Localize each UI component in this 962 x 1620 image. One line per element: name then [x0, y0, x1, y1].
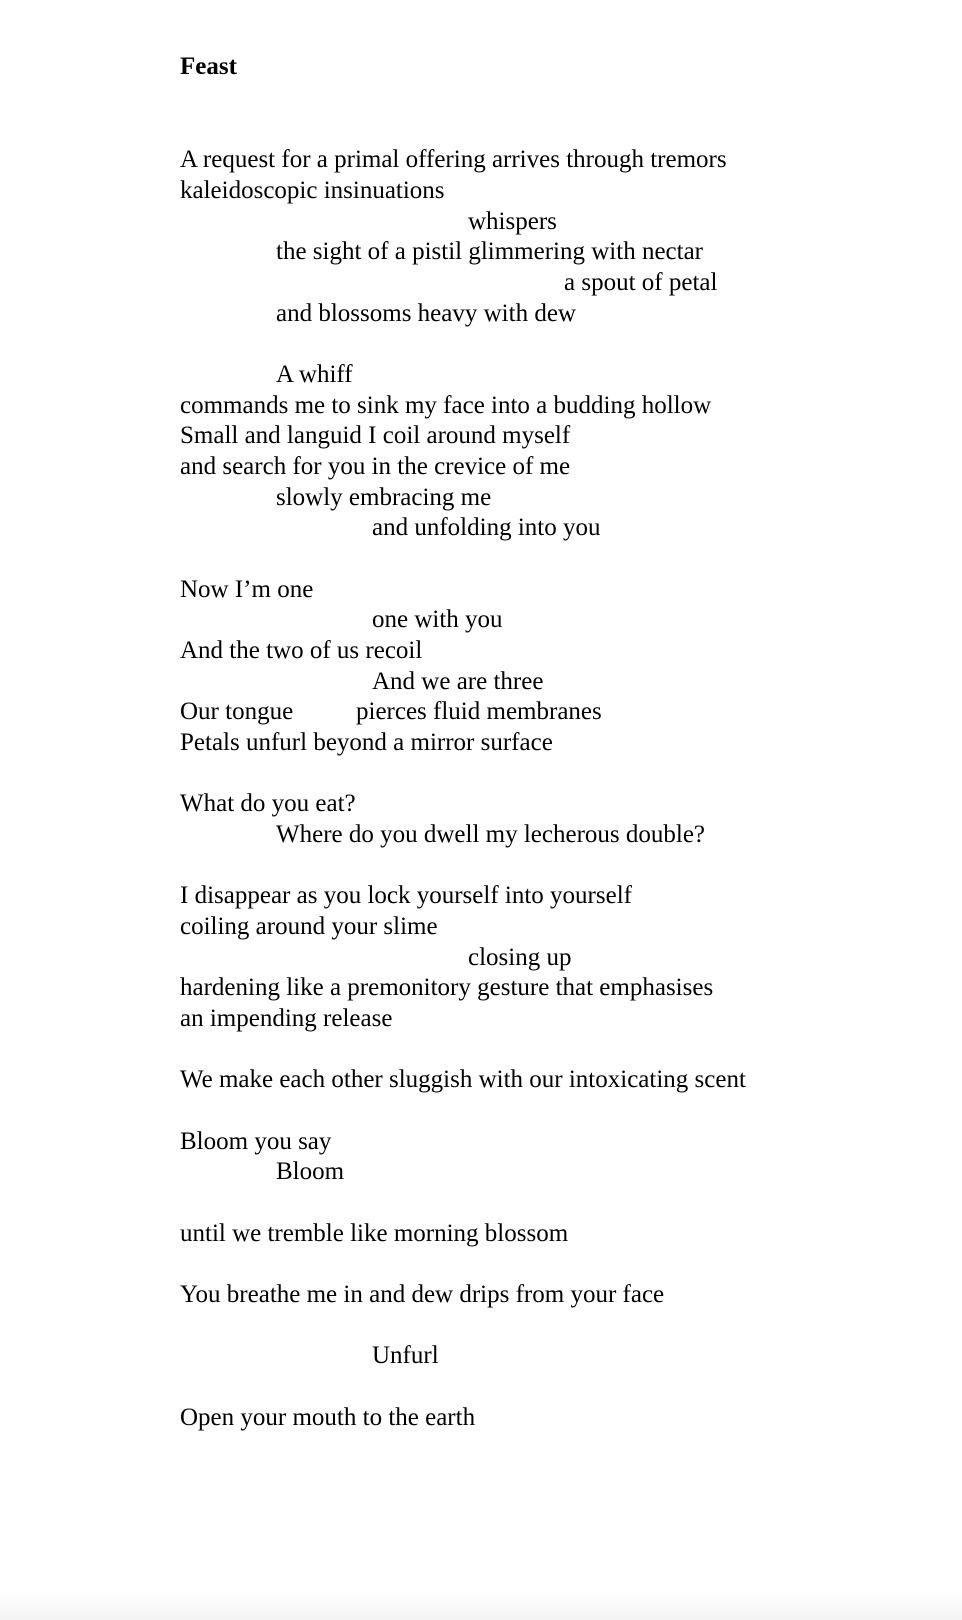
poem-line: Bloom you say	[180, 1128, 332, 1155]
poem-line: hardening like a premonitory gesture that emphasises	[180, 974, 714, 1001]
poem-line: whispers	[468, 208, 557, 235]
poem-line: Where do you dwell my lecherous double?	[276, 821, 706, 848]
poem-line: A request for a primal offering arrives through tremors	[180, 146, 727, 173]
poem-line: Unfurl	[372, 1342, 439, 1369]
poem-line: an impending release	[180, 1005, 393, 1032]
poem-line: a spout of petal	[564, 269, 718, 296]
poem-line: Now I’m one	[180, 576, 314, 603]
poem-line: slowly embracing me	[276, 484, 492, 511]
poem-line: commands me to sink my face into a budding hollow	[180, 392, 712, 419]
poem-line: And we are three	[372, 668, 544, 695]
poem-line: the sight of a pistil glimmering with nectar	[276, 238, 704, 265]
poem-line: and blossoms heavy with dew	[276, 300, 576, 327]
poem-line: closing up	[468, 944, 572, 971]
poem-title: Feast	[180, 53, 237, 80]
poem-line: A whiff	[276, 361, 353, 388]
poem-line: You breathe me in and dew drips from your face	[180, 1281, 665, 1308]
poem-line: Petals unfurl beyond a mirror surface	[180, 729, 553, 756]
poem-line: until we tremble like morning blossom	[180, 1220, 569, 1247]
page-bottom-edge	[0, 1590, 962, 1620]
poem-line: pierces fluid membranes	[356, 698, 602, 725]
poem-line: Open your mouth to the earth	[180, 1404, 476, 1431]
poem-line: Bloom	[276, 1158, 345, 1185]
poem-line: What do you eat?	[180, 790, 356, 817]
poem-line: kaleidoscopic insinuations	[180, 177, 445, 204]
poem-line: And the two of us recoil	[180, 637, 423, 664]
poem-line: and search for you in the crevice of me	[180, 453, 571, 480]
poem-line: and unfolding into you	[372, 514, 601, 541]
poem-line: I disappear as you lock yourself into yourself	[180, 882, 632, 909]
poem-line: We make each other sluggish with our intoxicating scent	[180, 1066, 746, 1093]
poem-line: one with you	[372, 606, 503, 633]
poem-line: Small and languid I coil around myself	[180, 422, 571, 449]
poem-line: Our tongue	[180, 698, 294, 725]
poem-line: coiling around your slime	[180, 913, 438, 940]
